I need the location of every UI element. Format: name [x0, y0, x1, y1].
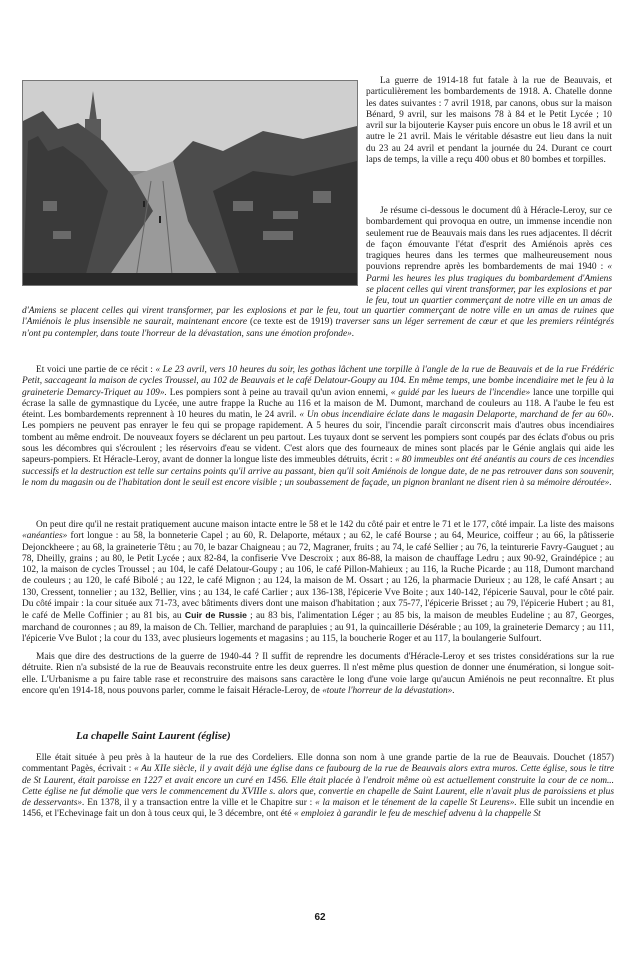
page-number: 62 — [314, 912, 326, 923]
war-1940-text: Mais que dire des destructions de la guerre de 1940-44 ? Il suffit de reprendre les documents d'Héracle-Leroy et ses tristes considérations sur la rue détruite. Rien n'a subsisté de la rue de Beauvais reconstruite entre les deux guerres. Il n'est même plus question de donner une énumération, si longue soit-elle. L'Urbanisme a pu faire table rase et reconstruire des maisons sans caractère le long d'une voie large qu'aucun Amiénois ne peut reconnaître. Et plus encore qu'en 1914-18, nous pouvons parler, comme le faisait Héracle-Leroy, de — [22, 652, 614, 696]
heracle-parenthesis: (ce texte est de 1919) — [247, 317, 336, 328]
heracle-quote-part1: « Parmi les heures les plus tragiques du bombardement d'Amiens se placent celles qui virent transformer, par les explosions et par le feu, tout un quartier commerçant de notre ville en un amas de — [366, 262, 612, 306]
chapelle-run: Elle subit un incendie en 1456, et l'Echevinage fait un don à tous ceux qui, le 3 décembre, ont été — [22, 798, 614, 820]
chapelle-run: « emploiez à garandir le feu de meschief advenu à la chappelle St — [293, 809, 541, 820]
recit-run: Et voici une partie de ce récit : — [36, 365, 156, 375]
heracle-quote-end: traverser sans un léger serrement de cœur et que les premiers réintégrés n'ont pu contempler, dans toute l'horreur de la dévastation, sans une émotion profonde». — [22, 317, 614, 339]
postcard-photo — [22, 80, 358, 286]
maisons-intro: On peut dire qu'il ne restait pratiquement aucune maison intacte entre le 58 et le 142 du côté pair et entre le 71 et le 177, côté impair. La liste des maisons — [36, 520, 614, 530]
recit-run: lance une torpille qui écrase la salle de gymnastique du Lycée, une autre frappe la Ruche au 116 et la maison de M. Dumont, marchand de couleurs au 118. A l'aube le feu est éteint. Les bombardements reprennent à 10 heures du matin, le 24 avril. — [22, 387, 614, 421]
paragraph-war-1940 — [22, 652, 614, 700]
maisons-list-end: ; au 83 bis, l'alimentation Léger ; au 85 bis, la maison de meubles Eudeline ; au 87, Georges, marchand de couronnes ; au 89, la maison de Ch. Tellier, marchand de parapluies ; au 91, la quincaillerie Désérable ; au 109, la graineterie Demarcy ; au 111, l'épicerie Vve Bulot ; la cour du 133, avec plusieurs logements et magasins ; au 115, la boucherie Roger et au 117, la boulangerie Sulfourt. — [22, 611, 614, 644]
section-title: La chapelle Saint Laurent (église) — [76, 730, 231, 742]
recit-run: « Un obus incendiaire éclate dans le magasin Delaporte, marchand de fer au 60». — [299, 410, 614, 421]
paragraph-heracle-text: Je résume ci-dessous le document dû à Héracle-Leroy, sur ce bombardement qui provoqua en outre, un immense incendie non seulement rue de Beauvais mais dans les rues adjacentes. Il décrit de façon émouvante l'état d'esprit des Amiénois après ces tragiques heures dans les termes que malheureusement nous pouvions reprendre après les bombardements de mai 1940 : — [366, 206, 612, 273]
aneanties-word: «anéanties» — [22, 531, 68, 542]
paragraph-maisons-aneanties — [22, 520, 614, 648]
recit-run: Les pompiers sont à peine au travail qu'un avion ennemi, — [166, 387, 391, 398]
recit-run: Les pompiers ne peuvent pas enrayer le feu qui se propage rapidement. A 5 heures du soir, l'incendie paraît circonscrit mais d'autres obus incendiaires tombent au même endroit. De nouveaux foyers se déclarent un peu partout. Les tuyaux dont se servent les pompiers sont coupés par des éclats d'obus ou pris sous les décombres qui s'écroulent ; les réservoirs d'eau se vident. C'est alors que des fourneaux de mines sont placés par le Génie anglais qui aide les sapeurs-pompiers. Et Héracle-Leroy, avant de donner la longue liste des immeubles détruits, écrit : — [22, 421, 614, 466]
recit-run: « Le 23 avril, vers 10 heures du soir, les gothas lâchent une torpille à l'angle de la rue de Beauvais et de la rue Frédéric Petit, saccageant la maison de cycles Troussel, au 102 de Beauvais et le café Delatour-Goupy au 104. En même temps, une bombe incendiaire met le feu à la graineterie Demarcy-Triquet au 109». — [22, 365, 614, 398]
paragraph-recit — [22, 365, 614, 516]
recit-run: « 80 immeubles ont été anéantis au cours de ces incendies successifs et la destruction est telle sur certains points qu'il arrive au passant, bien qu'il soit Amiénois de longue date, de ne pas retrouver dans son souvenir, le nom du magasin ou de l'habitation dont le seuil est encore visible ; un soubassement de façade, un pignon branlant ne disent rien à sa mémoire déroutée». — [22, 455, 614, 488]
recit-run: « guidé par les lueurs de l'incendie» — [390, 387, 531, 398]
chapelle-run: En 1378, il y a transaction entre la ville et le Chapitre sur : — [84, 798, 316, 809]
chapelle-run: « Au XIIe siècle, il y avait déjà une église dans ce faubourg de la rue de Beauvais alors extra muros. Cette église, sous le titre de St Laurent, était paroisse en 1227 et avait encore un curé en 1456. Elle était placée à l'endroit même où est actuellement construite la cour de ce nom... Cette église ne fut démolie que vers le commencement du XVIIIe s. alors que, convertie en chapelle de Saint Laurent, elle n'avait plus de paroissiens et plus de desservants». — [22, 764, 614, 809]
paragraph-heracle-summary — [366, 206, 612, 306]
paragraph-heracle-continuation — [22, 306, 614, 363]
chapelle-run: « la maison et le ténement de la capelle St Leurens». — [315, 798, 517, 809]
maisons-list: fort longue : au 58, la bonneterie Capel ; au 60, R. Delaporte, métaux ; au 62, le café Bourse ; au 64, Meurice, coiffeur ; au 66, la pâtisserie Dejonckheere ; au 68, la graineterie Têtu ; au 70, le bazar Chaigneau ; au 72, Magraner, fruits ; au 74, le café Sellier ; au 76, la teinturerie Favry-Gauguet ; au 78, Dheilly, grains ; au 80, le Petit Lycée ; aux 82-84, la confiserie Vve Descroix ; aux 86-88, la maison de chauffage Ledru ; aux 90-92, Graindépice ; au 102, la maison de cycles Troussel ; au 104, le café Delatour-Goupy ; au 106, le café Pillon-Mahieux ; au 116, la Ruche Picarde ; au 118, Dumont marchand de couleurs ; au 120, le café Bibolé ; au 122, le café Mignon ; au 124, la maison de M. Ossart ; au 126, la pharmacie Durieux ; au 128, le café Ansart ; au 130, Cressent, tonnelier ; au 132, Bellier, vins ; au 134, le café Carlier ; aux 136-138, l'épicerie Vve Boite ; aux 140-142, l'épicerie Sauval, pour le côté pair. Du côté impair : la cour située aux 71-73, avec bâtiments divers dont une maison d'habitation ; aux 75-77, l'épicerie Brisset ; au 79, l'épicerie Hubert ; au 81, le café de Melle Coffinier ; au 81 bis, au — [22, 531, 614, 622]
cuir-de-russie-label: Cuir de Russie — [184, 610, 247, 621]
paragraph-chapelle — [22, 753, 614, 861]
paragraph-war-1914: La guerre de 1914-18 fut fatale à la rue de Beauvais, et particulièrement les bombardements de 1918. A. Chatelle donne les dates suivantes : 7 avril 1918, par canons, obus sur la maison Bénard, 9 avril, sur les maisons 78 à 84 et le Petit Lycée ; 10 avril sur la bijouterie Kayser puis encore un obus le 18 avril et un autre le 21 avril. Mais le véritable désastre eut lieu dans la nuit du 23 au 24 avril et pendant la journée du 24. Durant ce court laps de temps, la ville a reçu 400 obus et 80 bombes et torpilles. — [366, 76, 612, 166]
street-ruins-illustration — [23, 81, 357, 285]
war-1940-quote: «toute l'horreur de la dévastation». — [322, 685, 455, 696]
heracle-quote-part2: d'Amiens se placent celles qui virent transformer, par les explosions et par le feu, tout un quartier commerçant de notre ville en un amas de ruines que l'Amiénois le plus insensible ne saurait, maintenant encore — [22, 306, 614, 328]
chapelle-run: Elle était située à peu près à la hauteur de la rue des Cordeliers. Elle donna son nom à une grande partie de la rue de Beauvais. Douchet (1857) commentant Pagès, écrivait : — [22, 753, 614, 775]
